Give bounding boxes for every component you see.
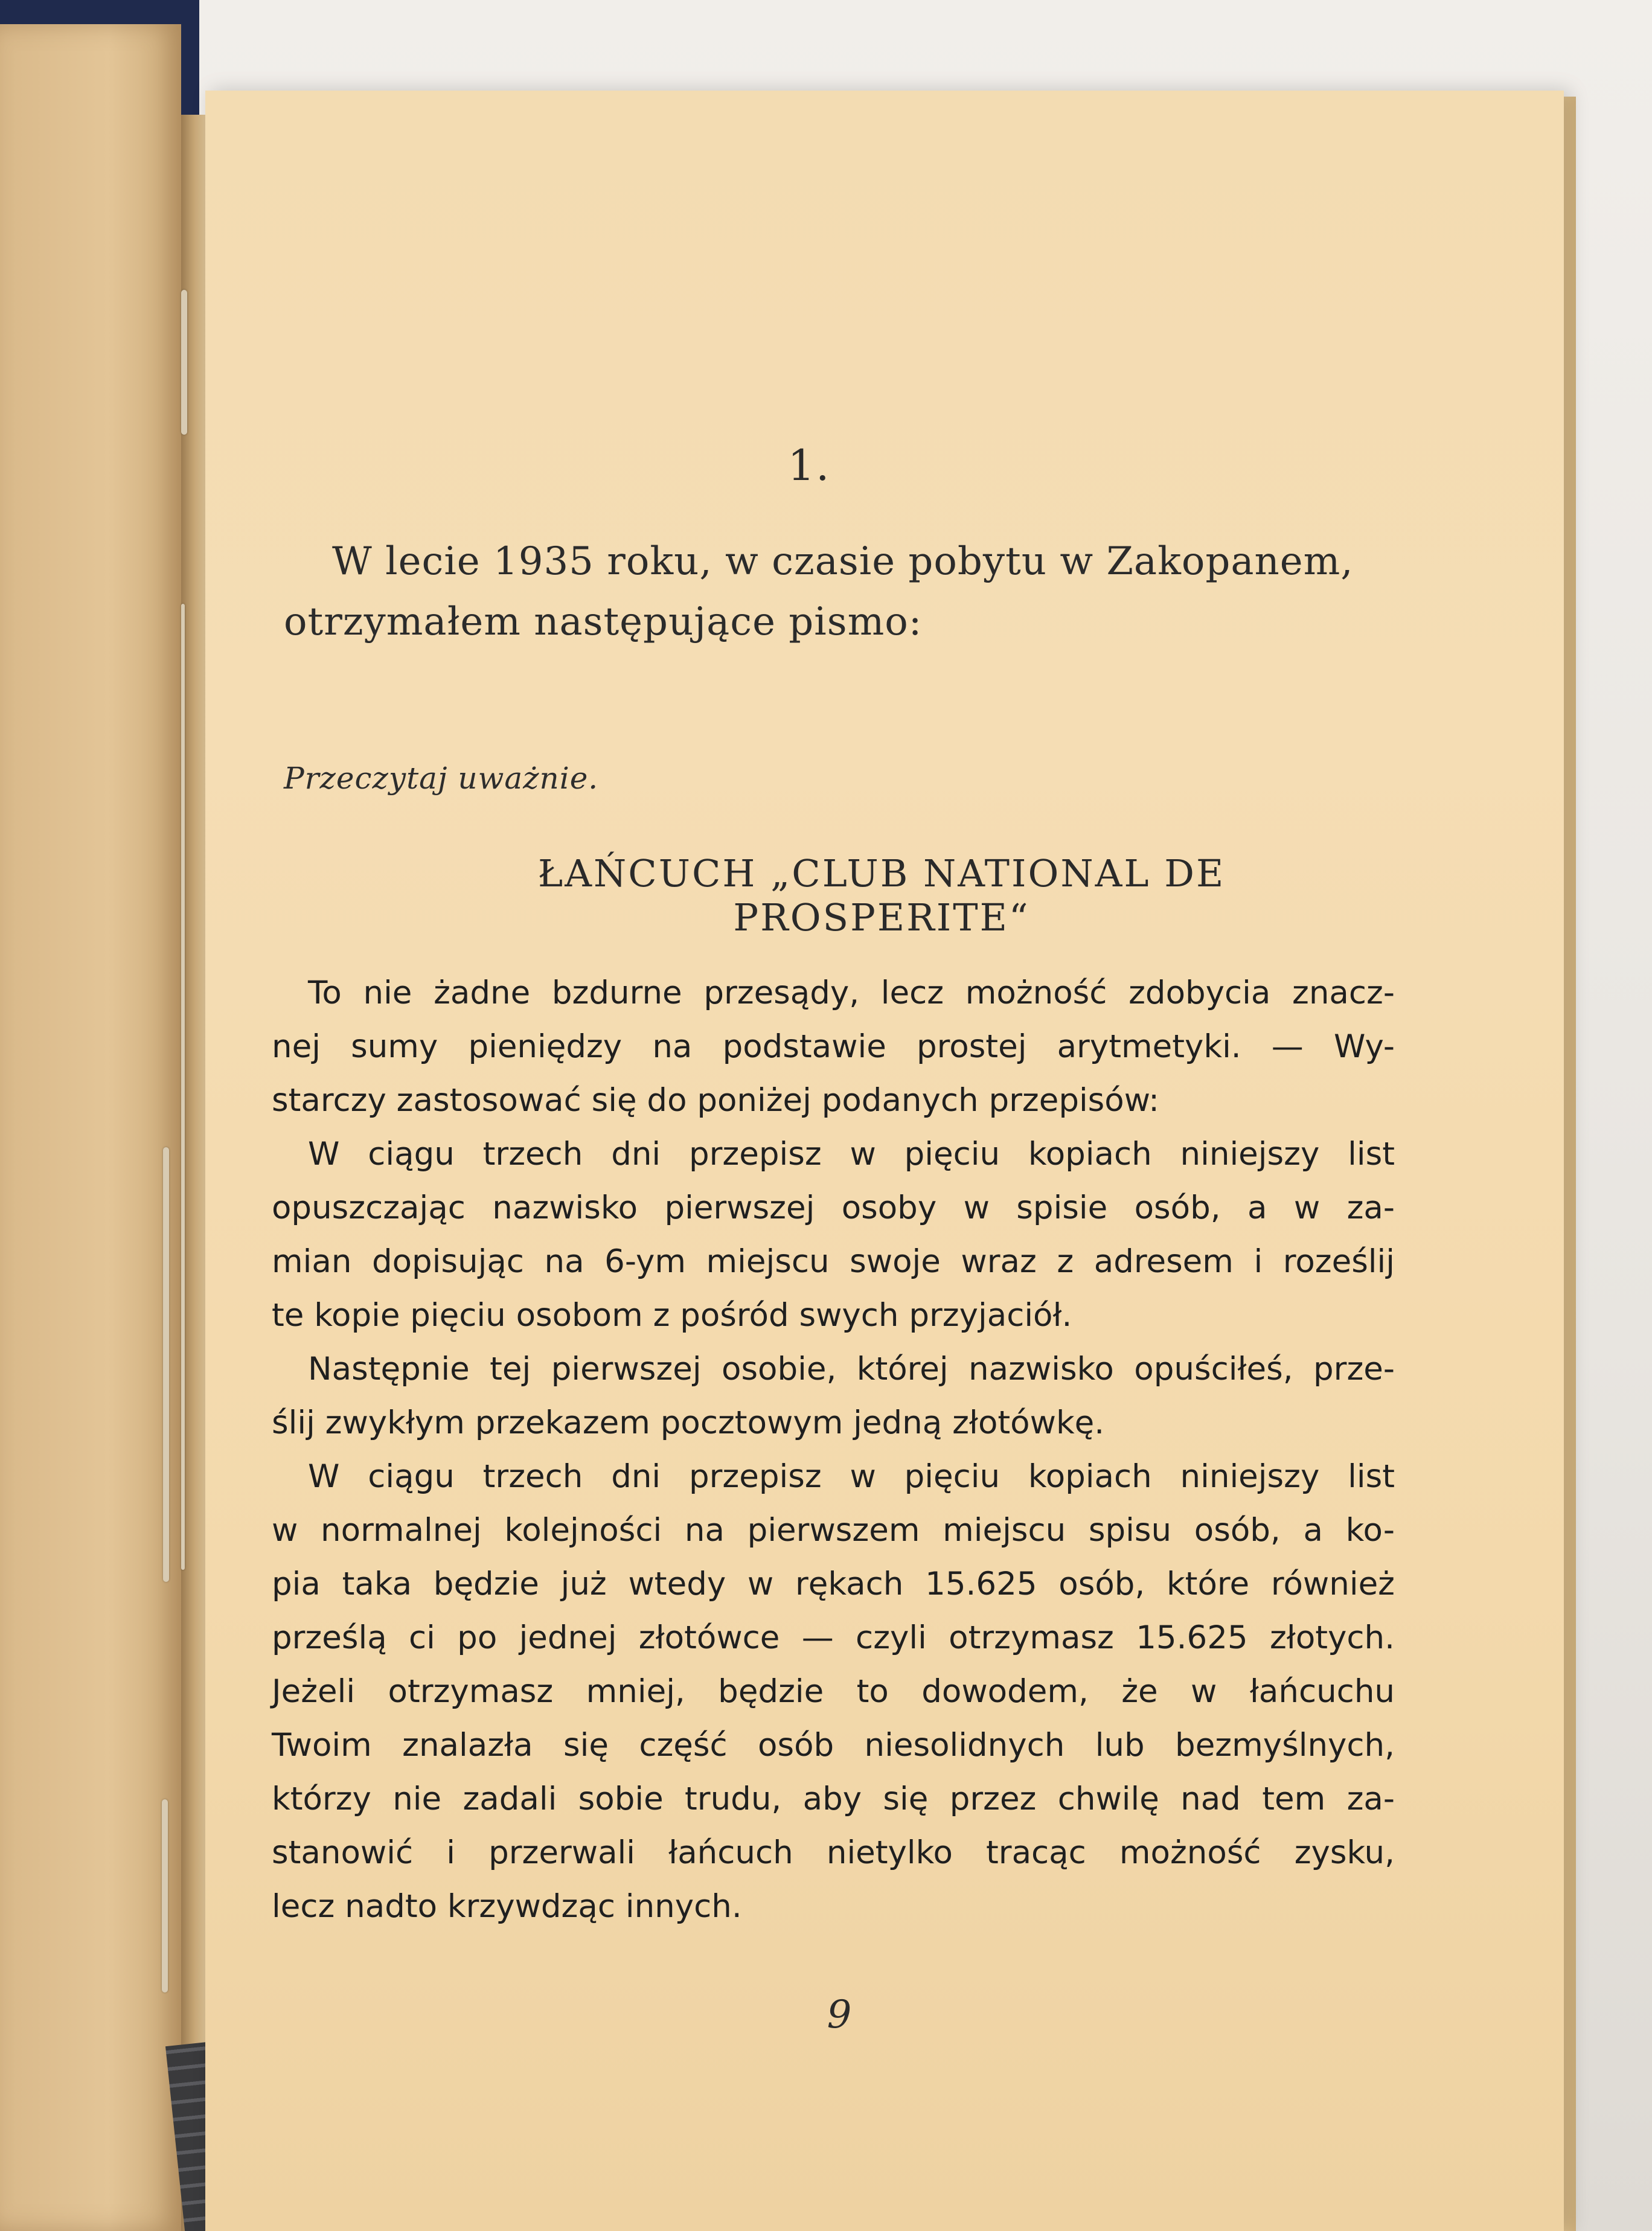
body-line: ślij zwykłym przekazem pocztowym jedną złotówkę. (272, 1404, 1105, 1441)
body-line: Następnie tej pierwszej osobie, której nazwisko opuściłeś, prze- (308, 1351, 1395, 1388)
body-text (272, 966, 1395, 1933)
chapter-number: 1. (787, 441, 831, 490)
body-line: W ciągu trzech dni przepisz w pięciu kopiach niniejszy list (308, 1458, 1395, 1495)
body-line: w normalnej kolejności na pierwszem miejscu spisu osób, a ko- (272, 1512, 1395, 1549)
body-line: prześlą ci po jednej złotówce — czyli otrzymasz 15.625 złotych. (272, 1619, 1395, 1656)
body-line: Jeżeli otrzymasz mniej, będzie to dowodem, że w łańcuchu (272, 1673, 1395, 1710)
body-line: W ciągu trzech dni przepisz w pięciu kopiach niniejszy list (308, 1136, 1395, 1173)
body-line: te kopie pięciu osobom z pośród swych przyjaciół. (272, 1297, 1072, 1334)
body-line: mian dopisując na 6-ym miejscu swoje wraz z adresem i roześlij (272, 1243, 1395, 1280)
intro-line: otrzymałem następujące pismo: (284, 600, 923, 644)
binding-stitch (162, 1799, 168, 1993)
body-line: To nie żadne bzdurne przesądy, lecz możność zdobycia znacz- (308, 975, 1395, 1011)
body-line: opuszczając nazwisko pierwszej osoby w spisie osób, a w za- (272, 1189, 1395, 1226)
section-heading: ŁAŃCUCH „CLUB NATIONAL DE PROSPERITE“ (537, 851, 1226, 939)
left-page (0, 24, 181, 2231)
body-line: lecz nadto krzywdząc innych. (272, 1888, 742, 1925)
italic-note: Przeczytaj uważnie. (284, 761, 599, 796)
intro-paragraph (284, 531, 1395, 652)
binding-stitch (181, 290, 187, 435)
body-line: pia taka będzie już wtedy w rękach 15.625 osób, które również (272, 1566, 1395, 1602)
book-page (205, 91, 1564, 2231)
body-line: stanowić i przerwali łańcuch nietylko tracąc możność zysku, (272, 1834, 1395, 1871)
binding-stitch (163, 1147, 169, 1582)
binding-stitch (181, 604, 185, 1570)
body-line: nej sumy pieniędzy na podstawie prostej arytmetyki. — Wy- (272, 1028, 1395, 1065)
body-line: którzy nie zadali sobie trudu, aby się przez chwilę nad tem za- (272, 1781, 1395, 1817)
intro-line: W lecie 1935 roku, w czasie pobytu w Zakopanem, (332, 539, 1354, 584)
page-text (205, 91, 1564, 2231)
body-line: starczy zastosować się do poniżej podanych przepisów: (272, 1082, 1160, 1119)
body-line: Twoim znalazła się część osób niesolidnych lub bezmyślnych, (272, 1727, 1395, 1764)
page-number: 9 (827, 1993, 852, 2037)
